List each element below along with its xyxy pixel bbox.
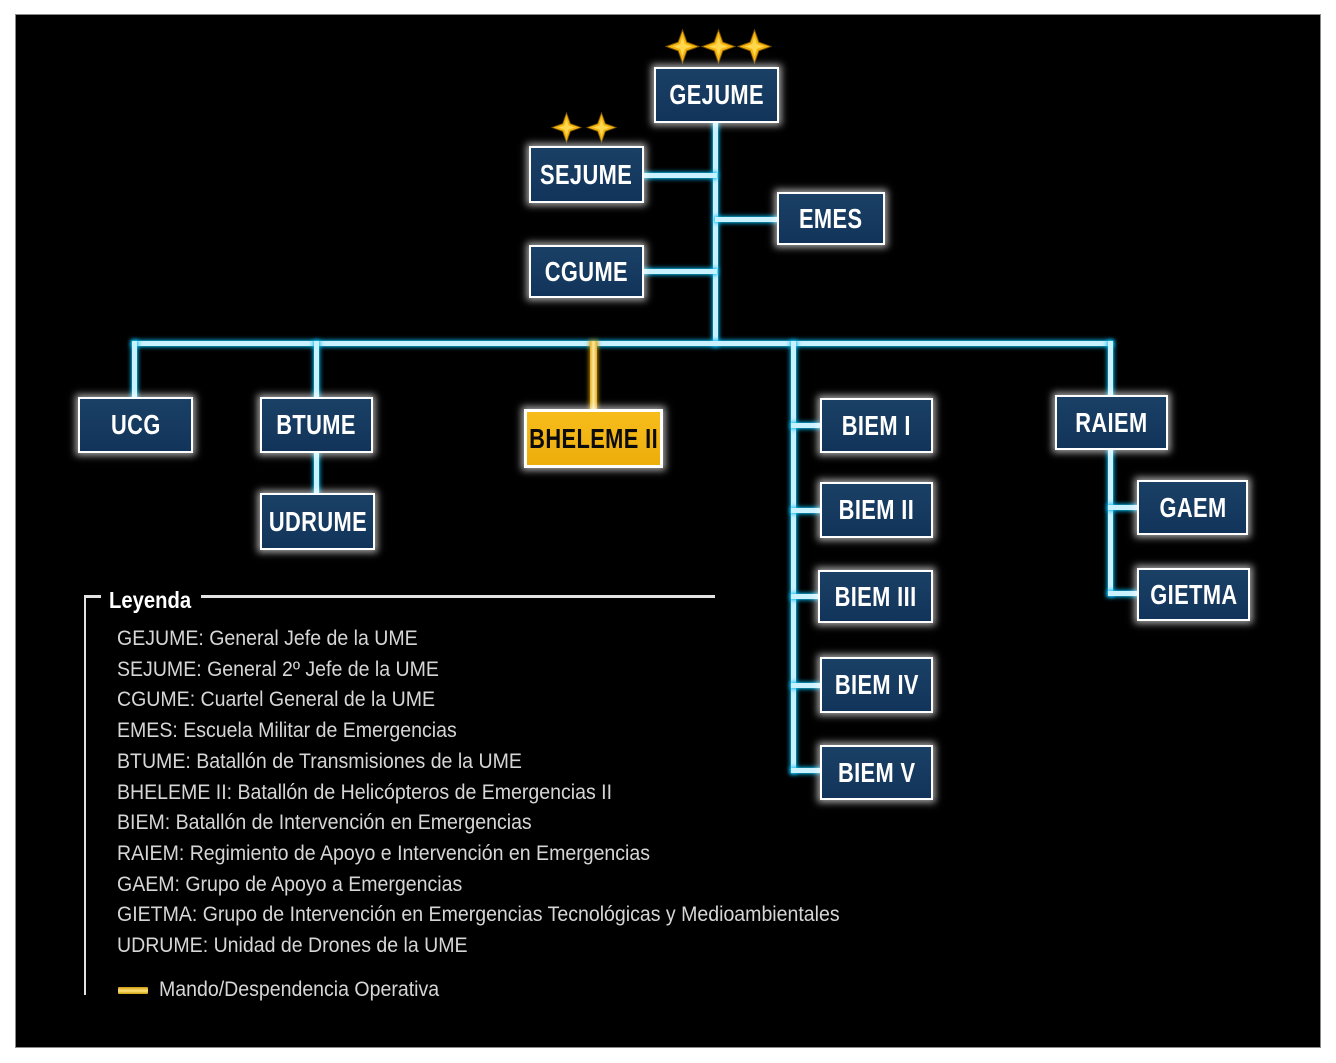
legend-item: CGUME: Cuartel General de la UME (117, 688, 436, 712)
org-node-label: CGUME (544, 255, 629, 287)
org-node-udrume (260, 493, 375, 550)
legend-title-rule (201, 595, 715, 598)
org-node-label: UCG (110, 409, 161, 440)
org-node-label: BIEM I (841, 409, 912, 441)
connector-emes (715, 217, 779, 222)
connector-biem3-branch (791, 594, 821, 599)
org-node-label: GAEM (1158, 491, 1227, 523)
connector-main-bus (132, 341, 1113, 346)
rank-star-icon (737, 29, 772, 64)
org-node-label: BHELEME II (529, 422, 658, 454)
yellow-line-swatch-icon (118, 987, 148, 994)
legend-item: BIEM: Batallón de Intervención en Emergencias (117, 811, 532, 835)
org-node-ucg (78, 397, 193, 453)
org-node-label: GIETMA (1149, 578, 1238, 610)
org-node-label: BIEM IV (834, 669, 919, 700)
connector-bheleme-operational (590, 341, 597, 411)
org-node-biem-ii (820, 482, 933, 538)
org-node-label: GEJUME (669, 79, 764, 110)
org-node-label: BIEM II (838, 494, 915, 525)
legend-item: BHELEME II: Batallón de Helicópteros de Emergencias II (117, 780, 613, 804)
legend-bracket-line (84, 595, 86, 995)
org-node-label: RAIEM (1075, 406, 1148, 438)
connector-gaem-branch (1108, 505, 1138, 510)
org-node-label: SEJUME (540, 158, 633, 190)
connector-biem1-branch (791, 423, 821, 428)
legend-item: GIETMA: Grupo de Intervención en Emergencias Tecnológicas y Medioambientales (117, 903, 840, 927)
org-node-sejume (529, 146, 644, 203)
org-node-label: BIEM III (834, 580, 917, 612)
org-node-label: BTUME (276, 409, 357, 440)
connector-biem2-branch (791, 508, 821, 513)
legend-item: GAEM: Grupo de Apoyo a Emergencias (117, 872, 463, 896)
rank-star-icon (551, 112, 582, 143)
connector-sejume (642, 173, 717, 178)
connector-btume-udrume (314, 451, 319, 495)
legend-item: RAIEM: Regimiento de Apoyo e Intervención en Emergencias (117, 841, 651, 865)
legend-item: GEJUME: General Jefe de la UME (117, 627, 418, 650)
connector-btume-drop (314, 341, 319, 399)
org-node-bheleme-ii (524, 409, 663, 468)
org-node-raiem (1055, 395, 1168, 450)
connector-gietma-branch (1108, 591, 1138, 596)
org-node-gejume (654, 67, 779, 123)
org-node-biem-i (820, 398, 933, 453)
connector-ucg-drop (132, 341, 137, 399)
rank-star-icon (701, 29, 736, 64)
connector-raiem-spine (1108, 448, 1113, 596)
legend-item: EMES: Escuela Militar de Emergencias (117, 719, 457, 743)
legend-operational-row (118, 978, 460, 1002)
chart-canvas (16, 15, 1320, 1047)
legend-item: BTUME: Batallón de Transmisiones de la UME (117, 749, 522, 773)
legend-operational-label: Mando/Despendencia Operativa (159, 978, 440, 1001)
gejume-rank-stars (665, 29, 772, 64)
legend-bracket-dash (84, 595, 101, 598)
legend-title: Leyenda (109, 587, 192, 613)
connector-cgume (642, 269, 717, 274)
org-node-gietma (1137, 568, 1250, 621)
org-node-cgume (529, 245, 644, 298)
org-node-label: BIEM V (837, 756, 916, 788)
sejume-rank-stars (551, 112, 617, 143)
org-node-emes (777, 192, 885, 245)
org-node-label: UDRUME (268, 505, 367, 537)
rank-star-icon (586, 112, 617, 143)
legend-item: SEJUME: General 2º Jefe de la UME (117, 657, 439, 681)
connector-raiem-drop (1108, 341, 1113, 397)
rank-star-icon (665, 29, 700, 64)
connector-gejume-bus (713, 121, 718, 346)
org-node-gaem (1137, 480, 1248, 535)
legend-item: UDRUME: Unidad de Drones de la UME (117, 934, 468, 958)
org-node-biem-iii (818, 570, 933, 623)
legend-items (117, 624, 840, 962)
org-node-btume (260, 397, 373, 453)
org-node-label: EMES (799, 202, 863, 234)
